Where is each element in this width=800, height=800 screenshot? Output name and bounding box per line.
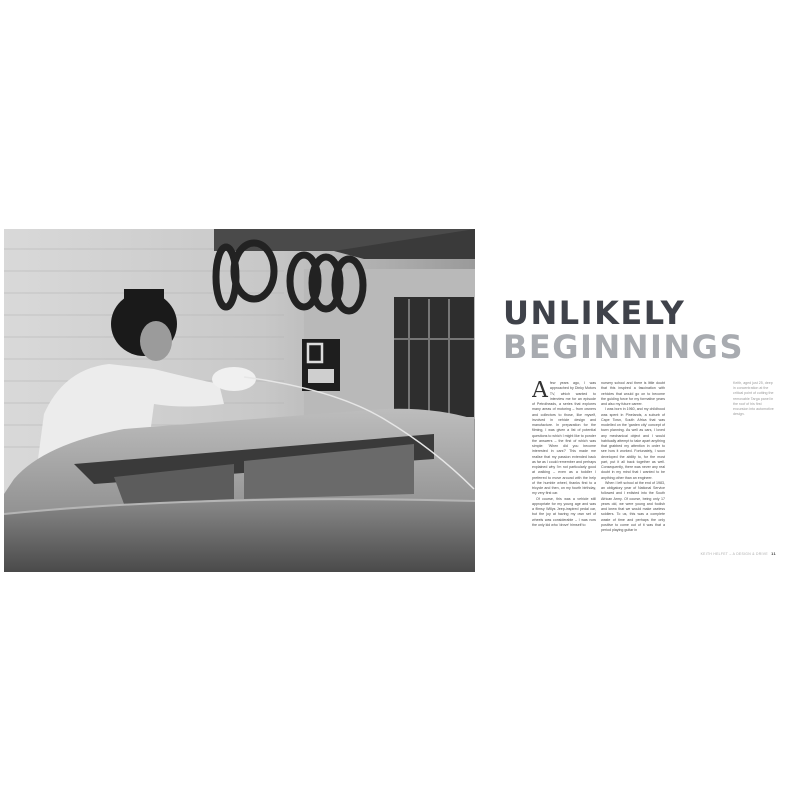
body-column-1: [532, 381, 596, 551]
chapter-title-line2: BEGINNINGS: [503, 328, 744, 366]
garage-photo: [4, 229, 475, 572]
paragraph: Of course, this was a vehicle still appropriate for my young age and was a flimsy Willys Jeep-inspired pedal car, but the joy at having my own set of wheels was considerable – I was now the only kid who 'drove' himself to: [532, 496, 596, 527]
paragraph: When I left school at the end of 1983, an obligatory year of National Service followed and I enlisted into the South African Army. Of course, being only 17 years old, we were young and foolish and knew that we would make useless soldiers. To us, this was a complete waste of time and perhaps the only positive to come out of it was that a period playing guitar in: [601, 480, 665, 532]
paragraph: I was born in 1960, and my childhood was spent in Pinelands, a suburb of Cape Town, South Africa that was modelled on the 'garden city' concept of town planning. As well as cars, I loved any mechanical object and I would habitually attempt to take apart anything that grabbed my attention in order to see how it worked. Fortunately, I soon developed the ability to, for the most part, put it all back together as well. Consequently, there was never any real doubt in my mind that I wanted to be anything other than an engineer.: [601, 407, 665, 480]
page-number: 11: [771, 551, 776, 556]
garage-photo-image: [4, 229, 475, 572]
running-head: KEITH HELFET – A DESIGN & DRIVE: [700, 552, 768, 556]
page-footer: [700, 551, 776, 556]
drop-cap: A: [532, 381, 548, 403]
body-column-2: [601, 381, 665, 551]
paragraph: nursery school and there is little doubt that this inspired a fascination with vehicles that would go on to become the guiding force for my formative years and also my future career.: [601, 381, 665, 406]
photo-caption: Keith, aged just 25, deep in concentration at the critical point of cutting the removable Targa panel in the roof of his first excursion into automotive design.: [733, 381, 774, 417]
chapter-title-line1: UNLIKELY: [503, 294, 686, 332]
paragraph: Afew years ago, I was approached by Dinky Motors TV, which wanted to interview me for an episode of Petrolheads, a series that explores many areas of motoring – from owners and collectors to those, like myself, involved in vehicle design and manufacture. In preparation for the filming, I was given a list of potential questions to which I might like to ponder the answers – the first of which was simple: 'When did you become interested in cars?' This made me realise that my passion extended back as far as I could remember and perhaps explained why I'm not particularly good at walking – even as a toddler I preferred to move around with the help of the humble wheel, thanks first to a tricycle and then, on my fourth birthday, my very first car.: [532, 381, 596, 496]
chapter-title: [503, 296, 793, 364]
